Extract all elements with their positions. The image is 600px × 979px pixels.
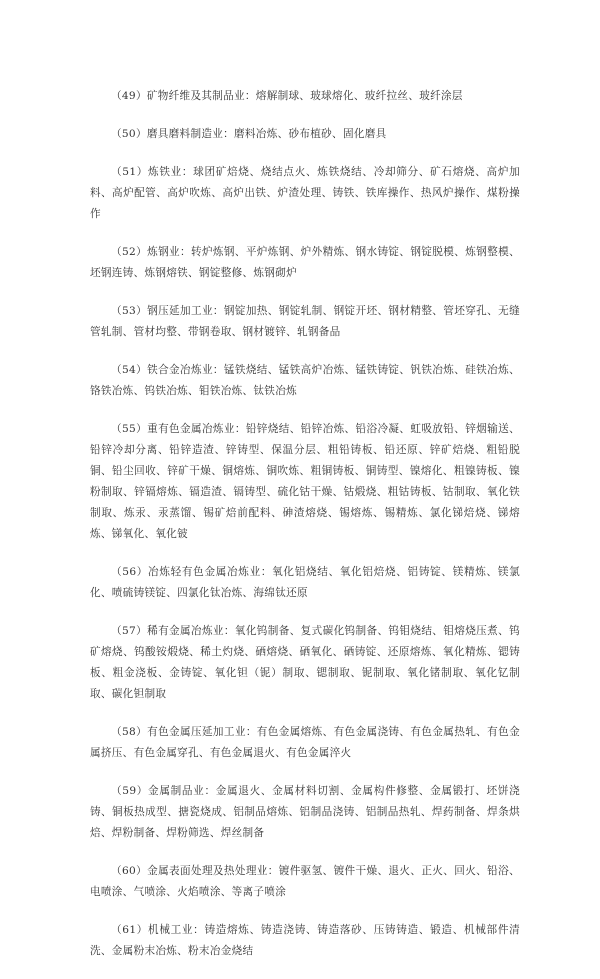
paragraph-49: （49）矿物纤维及其制品业：熔解制球、玻球熔化、玻纤拉丝、玻纤涂层	[111, 90, 463, 102]
paragraph-52: （52）炼钢业：转炉炼钢、平炉炼钢、炉外精炼、钢水铸锭、钢锭脱模、炼钢整模、坯钢连铸、炼钢熔铁、钢锭整修、炼钢砌炉	[90, 246, 520, 279]
paragraph-58: （58）有色金属压延加工业：有色金属熔炼、有色金属浇铸、有色金属热轧、有色金属挤压、有色金属穿孔、有色金属退火、有色金属淬火	[90, 726, 520, 759]
paragraph-50: （50）磨具磨料制造业：磨料冶炼、砂布植砂、固化磨具	[111, 128, 387, 140]
paragraph-60: （60）金属表面处理及热处理业：镀件驱氢、镀件干燥、退火、正火、回火、铅浴、电喷涂、气喷涂、火焰喷涂、等离子喷涂	[90, 865, 520, 898]
paragraph-51: （51）炼铁业：球团矿焙烧、烧结点火、炼铁烧结、冷却筛分、矿石熔烧、高炉加料、高炉配管、高炉吹炼、高炉出铁、炉渣处理、铸铁、铁库操作、热风炉操作、煤粉操作	[90, 166, 520, 220]
paragraph-55: （55）重有色金属冶炼业：铅锌烧结、铅锌冶炼、铅浴冷凝、虹吸放铅、锌烟输送、铅锌冷却分离、铅锌造渣、锌铸型、保温分层、粗铅铸板、铅还原、锌矿焙烧、粗铅脱铜、铅尘回收、锌矿干燥、铜熔炼、铜吹炼、粗铜铸板、铜铸型、镍熔化、粗镍铸板、镍粉制取、锌镉熔炼、镉造渣、镉铸型、硫化钴干燥、钴煅烧、粗钴铸板、钴制取、氧化铁制取、炼汞、汞蒸馏、锡矿焙前配料、砷渣熔烧、锡熔炼、锡精炼、氯化锑焙烧、锑熔炼、锑氧化、氧化铍	[90, 423, 520, 540]
paragraph-54: （54）铁合金冶炼业：锰铁烧结、锰铁高炉冶炼、锰铁铸锭、钒铁冶炼、硅铁冶炼、铬铁冶炼、钨铁冶炼、钼铁冶炼、钛铁冶炼	[90, 364, 520, 397]
paragraph-56: （56）冶炼轻有色金属冶炼业：氧化铝烧结、氧化铝焙烧、铝铸锭、镁精炼、镁氯化、喷硫铸镁锭、四氯化钛冶炼、海绵钛还原	[90, 566, 520, 599]
paragraph-57: （57）稀有金属冶炼业：氧化钨制备、复式碳化钨制备、钨钼烧结、钼熔烧压煮、钨矿熔烧、钨酸铵煅烧、稀土灼烧、硒熔烧、硒氧化、硒铸锭、还原熔炼、氧化精炼、锶铸板、粗金浇板、金铸锭、氧化钽（铌）制取、锶制取、铌制取、氧化锗制取、氧化钇制取、碳化钽制取	[90, 625, 520, 700]
paragraph-61: （61）机械工业：铸造熔炼、铸造浇铸、铸造落砂、压铸铸造、锻造、机械部件清洗、金属粉末冶炼、粉末冶金烧结	[90, 924, 520, 957]
paragraph-53: （53）钢压延加工业：钢锭加热、钢锭轧制、钢锭开坯、钢材精整、管坯穿孔、无缝管轧制、管材均整、带钢卷取、钢材镀锌、轧钢备品	[90, 305, 520, 338]
document-body	[90, 86, 520, 979]
paragraph-59: （59）金属制品业：金属退火、金属材料切割、金属构件修整、金属锻打、坯饼浇铸、铜板热成型、搪瓷烧成、铝制品熔炼、铝制品浇铸、铝制品热轧、焊药制备、焊条烘焙、焊粉制备、焊粉筛选、焊丝制备	[90, 785, 520, 839]
